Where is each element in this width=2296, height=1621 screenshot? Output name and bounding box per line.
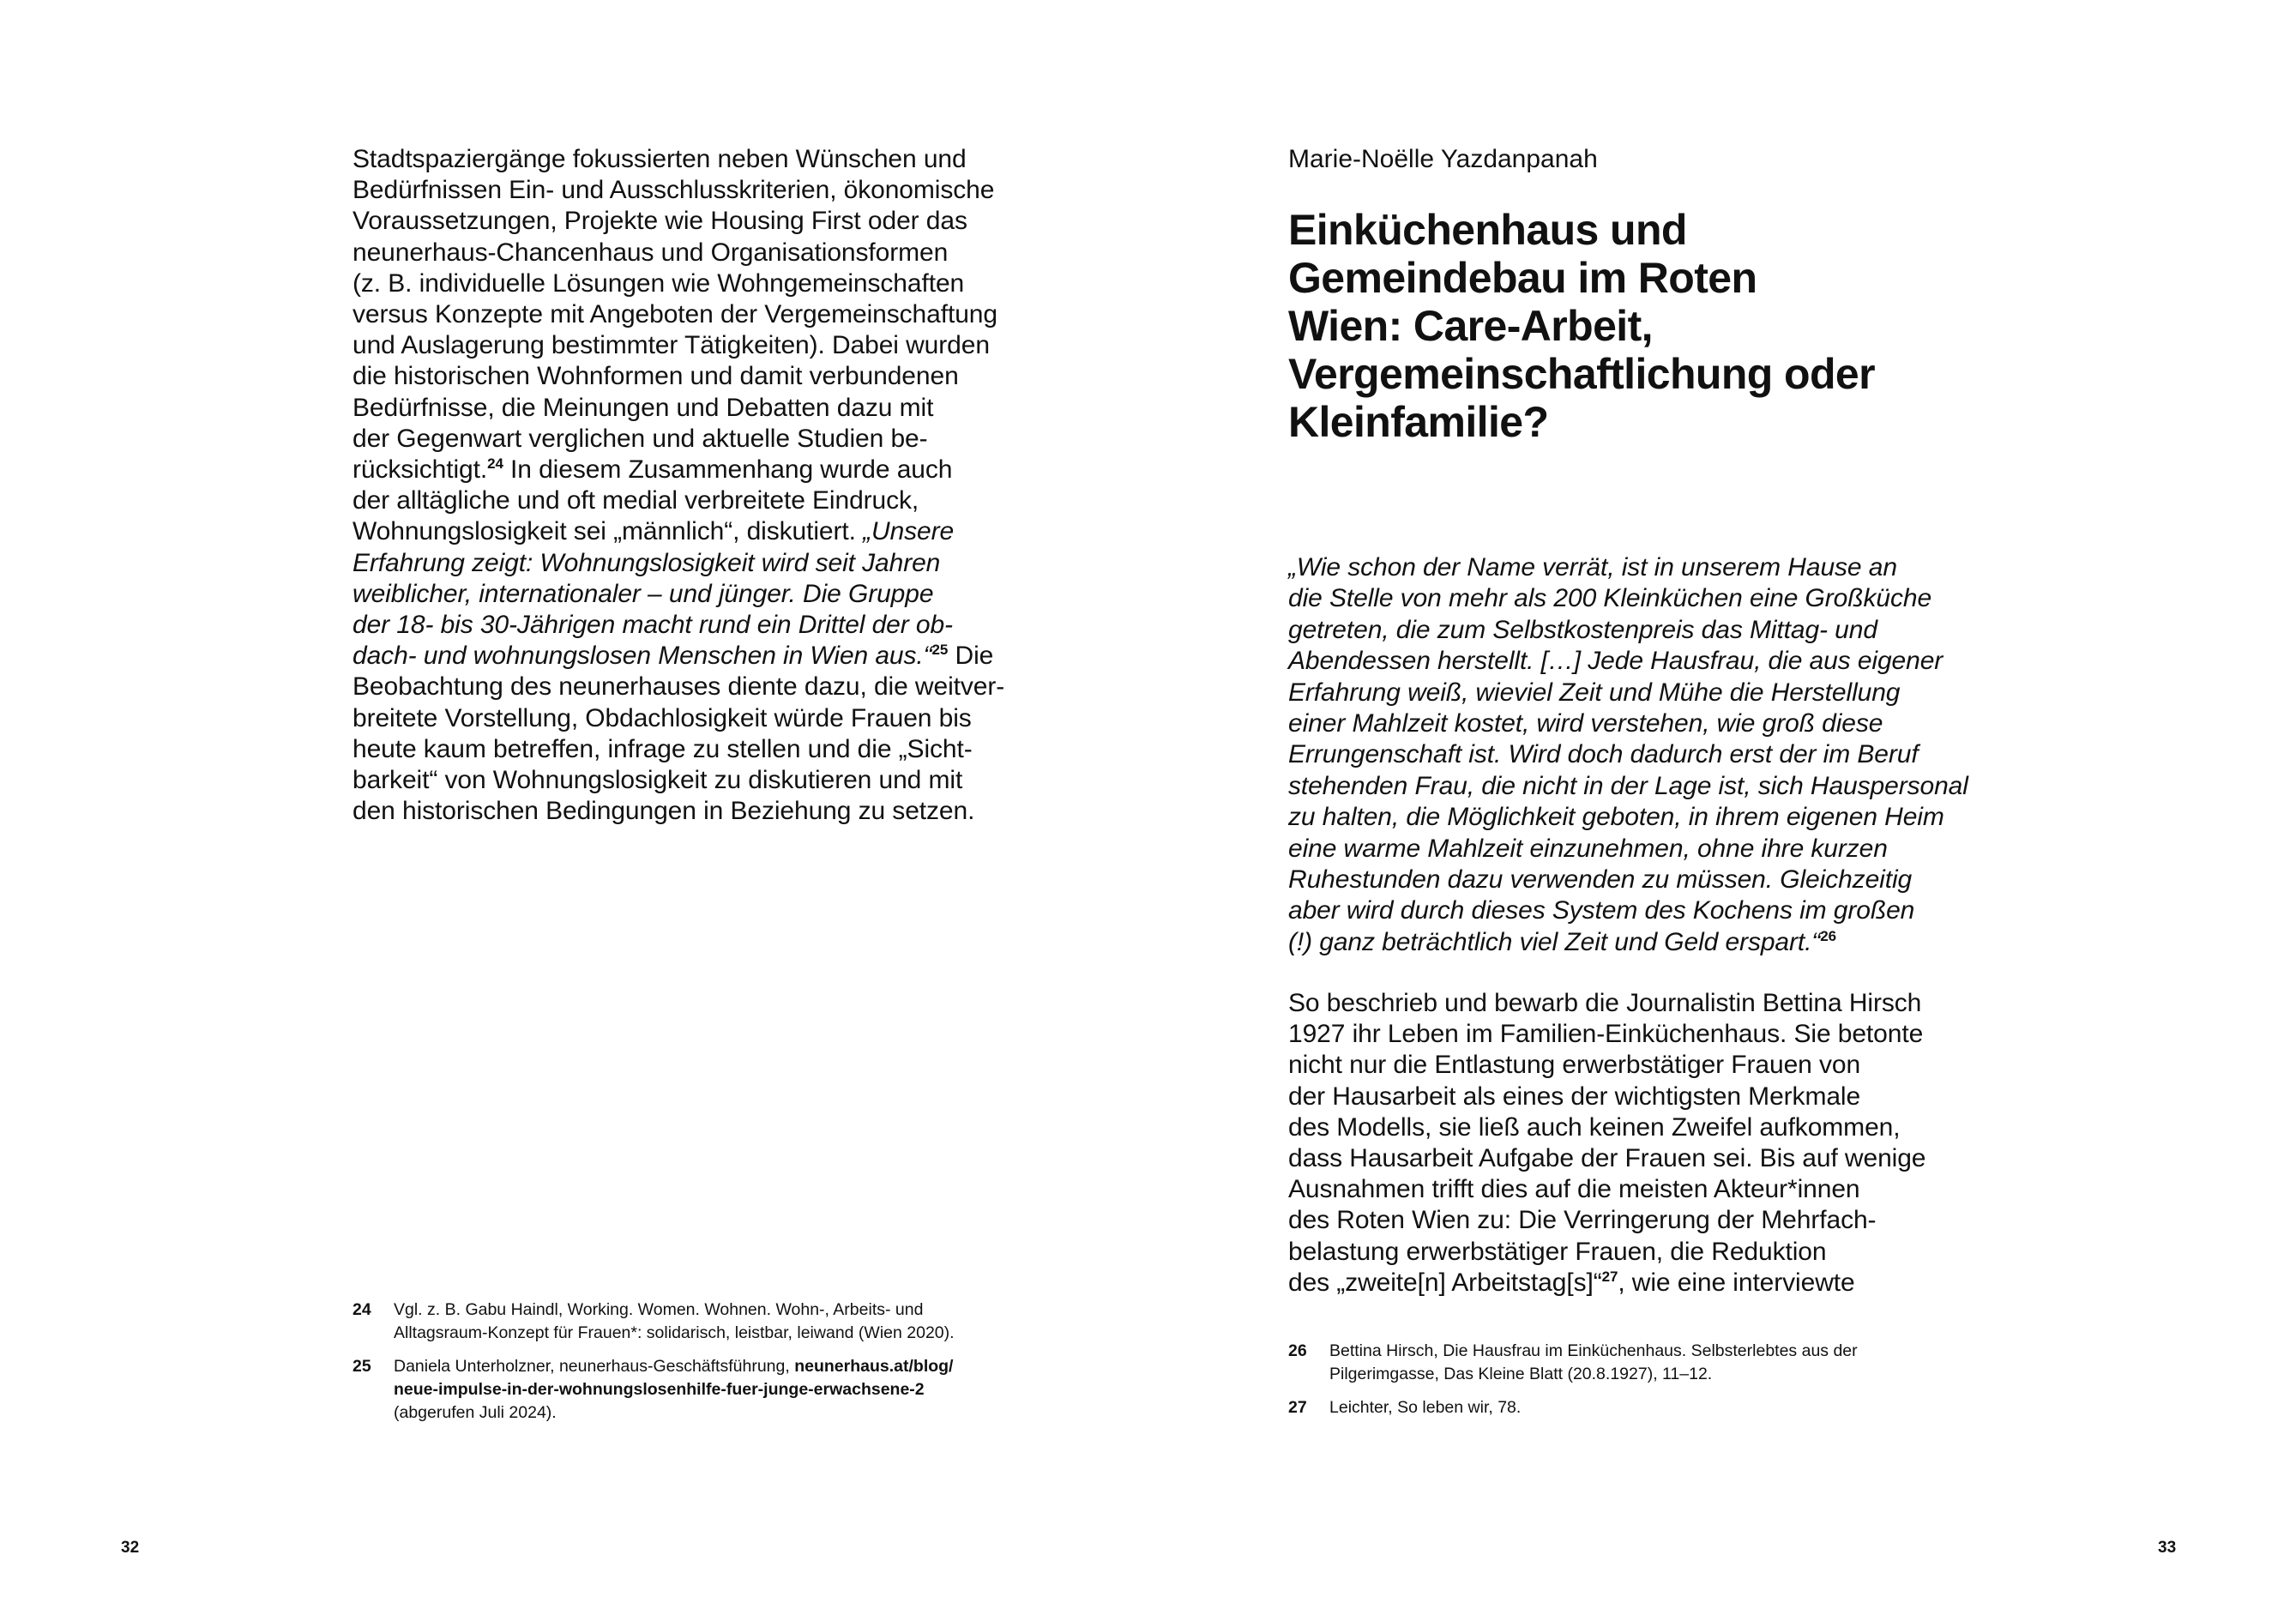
- body-line: und Auslagerung bestimmter Tätigkeiten). Dabei wurden: [353, 331, 990, 360]
- footnote-ref-24: 24: [487, 455, 503, 473]
- footnote-text: Leichter, So leben wir, 78.: [1329, 1398, 1522, 1417]
- footnote-26: [1288, 1340, 1992, 1386]
- body-line: nicht nur die Entlastung erwerbstätiger Frauen von: [1288, 1051, 1861, 1080]
- right-page: [1148, 0, 2296, 1621]
- body-line: der alltägliche und oft medial verbreitete Eindruck,: [353, 486, 919, 515]
- body-line: des „zweite[n] Arbeitstag[s]“: [1288, 1268, 1602, 1297]
- right-body-text: [1288, 988, 1925, 1299]
- body-line: den historischen Bedingungen in Beziehung zu setzen.: [353, 797, 975, 826]
- chapter-author: Marie-Noëlle Yazdanpanah: [1288, 145, 1598, 173]
- epigraph-quote: „Wie schon der Name verrät, ist in unserem Hause an die Stelle von mehr als 200 Kleinküchen eine Großküche getreten, die zum Selbstkostenpreis das Mittag- und Abendessen herstellt. […] Jede Hausfrau, die aus eigener Erfahrung weiß, wieviel Zeit und Mühe die Herstellung einer Mahlzeit kostet, wird verstehen, wie groß diese Errungenschaft ist. Wird doch dadurch erst der im Beruf stehenden Frau, die nicht in der Lage ist, sich Hauspersonal zu halten, die Möglichkeit geboten, in ihrem eigenen Heim eine warme Mahlzeit einzunehmen, ohne ihre kurzen Ruhestunden dazu verwenden zu müssen. Gleichzeitig aber wird durch dieses System des Kochens im großen (!) ganz beträchtlich viel Zeit und Geld erspart.“$^{26}$: [1288, 553, 1968, 956]
- quote-inline-line: weiblicher, internationaler – und jünger. Die Gruppe: [353, 579, 934, 608]
- body-line: barkeit“ von Wohnungslosigkeit zu diskutieren und mit: [353, 766, 963, 795]
- footnote-number: 24: [353, 1300, 371, 1319]
- footnote-link[interactable]: neunerhaus.at/blog/: [794, 1357, 954, 1376]
- footnote-text: Bettina Hirsch, Die Hausfrau im Einküchenhaus. Selbsterlebtes aus der Pilgerimgasse, Das Kleine Blatt (20.8.1927), 11–12.: [1329, 1341, 1858, 1383]
- body-line: versus Konzepte mit Angeboten der Vergemeinschaftung: [353, 300, 997, 329]
- body-line: des Roten Wien zu: Die Verringerung der Mehrfach-: [1288, 1206, 1877, 1235]
- footnote-ref-25: 25: [931, 642, 949, 659]
- body-line: Beobachtung des neunerhauses diente dazu, die weitver-: [353, 672, 1005, 702]
- body-line: belastung erwerbstätiger Frauen, die Reduktion: [1288, 1237, 1827, 1266]
- left-footnotes: [353, 1299, 1056, 1435]
- body-line: der Gegenwart verglichen und aktuelle Studien be-: [353, 424, 928, 453]
- footnote-number: 27: [1288, 1398, 1307, 1417]
- body-line: In diesem Zusammenhang wurde auch: [503, 455, 953, 485]
- quote-inline-line: Erfahrung zeigt: Wohnungslosigkeit wird seit Jahren: [353, 548, 941, 577]
- left-body-text: [353, 144, 1039, 827]
- footnote-27: [1288, 1396, 1992, 1419]
- body-line: Bedürfnisse, die Meinungen und Debatten dazu mit: [353, 393, 934, 422]
- footnote-24: [353, 1299, 1056, 1345]
- body-line: neunerhaus-Chancenhaus und Organisationsformen: [353, 238, 949, 267]
- body-line: Ausnahmen trifft dies auf die meisten Akteur*innen: [1288, 1175, 1860, 1204]
- footnote-text: Vgl. z. B. Gabu Haindl, Working. Women. Wohnen. Wohn-, Arbeits- und Alltagsraum-Konzept für Frauen*: solidarisch, leistbar, leiwand (Wien 2020).: [394, 1300, 955, 1342]
- body-line: So beschrieb und bewarb die Journalistin Bettina Hirsch: [1288, 989, 1922, 1017]
- page-number-right: 33: [2158, 1539, 2177, 1557]
- quote-inline-line: der 18- bis 30-Jährigen macht rund ein Drittel der ob-: [353, 611, 953, 640]
- body-line: Stadtspaziergänge fokussierten neben Wünschen und: [353, 145, 967, 173]
- body-line: heute kaum betreffen, infrage zu stellen und die „Sicht-: [353, 734, 973, 763]
- quote-inline: „Unsere: [863, 517, 955, 546]
- body-line: der Hausarbeit als eines der wichtigsten Merkmale: [1288, 1082, 1861, 1111]
- body-line: des Modells, sie ließ auch keinen Zweifel aufkommen,: [1288, 1112, 1901, 1142]
- body-line: Bedürfnissen Ein- und Ausschlusskriterien, ökonomische: [353, 176, 995, 205]
- footnote-number: 26: [1288, 1341, 1307, 1360]
- footnote-ref-27: 27: [1601, 1268, 1618, 1285]
- body-line: breitete Vorstellung, Obdachlosigkeit würde Frauen bis: [353, 703, 972, 732]
- body-line: die historischen Wohnformen und damit verbundenen: [353, 362, 959, 391]
- footnote-number: 25: [353, 1357, 371, 1376]
- body-line: Die: [948, 642, 994, 671]
- footnote-ref-26: 26: [1820, 927, 1836, 944]
- body-line: 1927 ihr Leben im Familien-Einküchenhaus. Sie betonte: [1288, 1020, 1924, 1049]
- footnote-25: [353, 1355, 1056, 1425]
- quote-inline-line: dach- und wohnungslosen Menschen in Wien aus.“: [353, 642, 932, 671]
- body-line: Voraussetzungen, Projekte wie Housing First oder das: [353, 207, 967, 236]
- body-line: Wohnungslosigkeit sei „männlich“, diskutiert.: [353, 517, 864, 546]
- chapter-title: Einküchenhaus und Gemeindebau im Roten Wien: Care-Arbeit, Vergemeinschaftlichung oder Kleinfamilie?: [1288, 206, 1875, 446]
- body-line: rücksichtigt.: [353, 455, 488, 485]
- body-line: dass Hausarbeit Aufgabe der Frauen sei. Bis auf wenige: [1288, 1144, 1926, 1173]
- body-line: , wie eine interviewte: [1618, 1268, 1855, 1297]
- body-line: (z. B. individuelle Lösungen wie Wohngemeinschaften: [353, 268, 965, 298]
- page-number-left: 32: [121, 1539, 140, 1557]
- footnote-text: Daniela Unterholzner, neunerhaus-Geschäftsführung, neunerhaus.at/blog/ neue-impulse-in-der-wohnungslosenhilfe-fuer-junge-erwachsene-2 (abgerufen Juli 2024).: [394, 1357, 954, 1422]
- footnote-link[interactable]: neue-impulse-in-der-wohnungslosenhilfe-fuer-junge-erwachsene-2: [394, 1380, 925, 1399]
- right-footnotes: [1288, 1340, 1992, 1430]
